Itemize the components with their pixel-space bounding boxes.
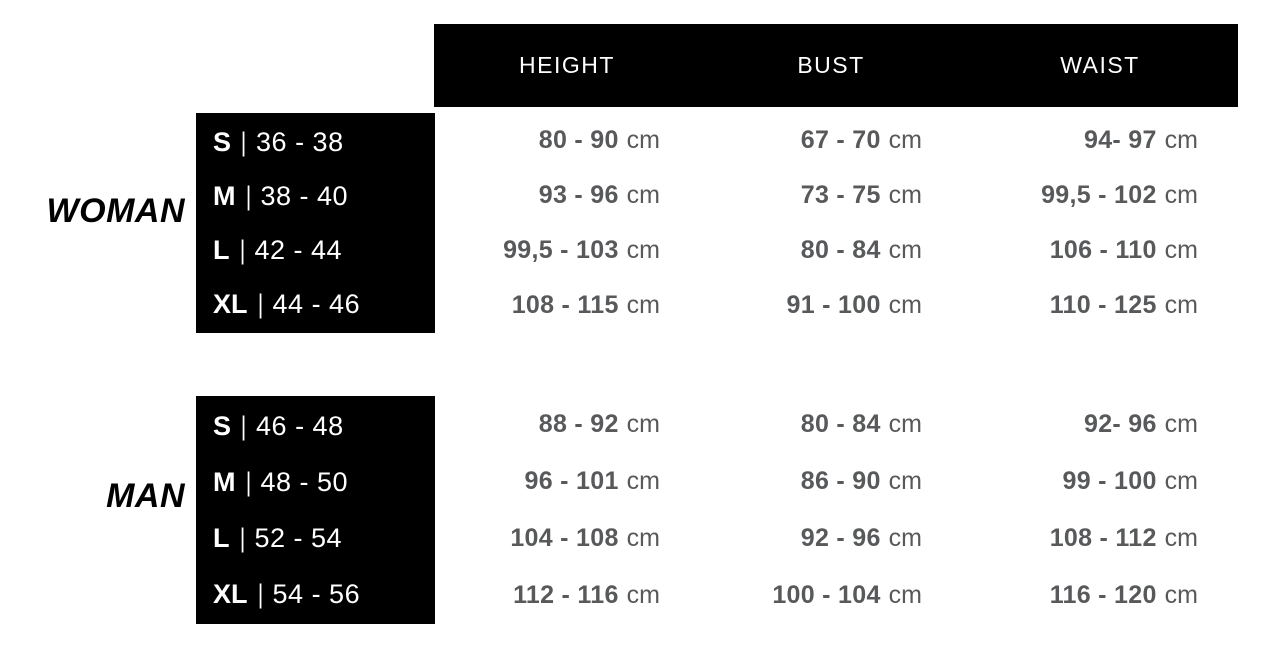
measurement-unit: cm	[888, 236, 922, 264]
measurement-value: 108 - 112	[1049, 524, 1157, 552]
measurement-value: 116 - 120	[1049, 581, 1157, 609]
bust-cell	[700, 453, 962, 510]
height-cell	[434, 278, 700, 333]
height-cell	[434, 453, 700, 510]
size-row	[196, 223, 435, 277]
size-range: 54 - 56	[272, 578, 361, 609]
measurement-unit: cm	[626, 236, 660, 264]
height-cell	[434, 396, 700, 453]
bust-cell	[700, 510, 962, 567]
height-cell	[434, 567, 700, 624]
measurement-unit: cm	[888, 524, 922, 552]
size-label: S	[213, 410, 232, 441]
size-range: 36 - 38	[256, 126, 344, 157]
size-separator: |	[245, 466, 251, 497]
measurement-value: 99,5 - 102	[1041, 181, 1157, 209]
measurement-value: 80 - 90	[538, 126, 619, 154]
measurement-unit: cm	[626, 410, 660, 438]
measurements-man	[434, 396, 1238, 624]
waist-cell	[962, 453, 1238, 510]
size-label: M	[213, 180, 236, 211]
measurement-unit: cm	[626, 524, 660, 552]
size-row	[196, 115, 435, 169]
measurement-unit: cm	[1164, 236, 1198, 264]
size-box-woman	[196, 113, 435, 333]
measurement-value: 99,5 - 103	[503, 236, 619, 264]
size-row	[196, 169, 435, 223]
size-label: XL	[213, 288, 248, 319]
size-separator: |	[240, 126, 247, 157]
column-header-waist: WAIST	[1060, 52, 1140, 78]
measurement-unit: cm	[888, 410, 922, 438]
measurement-value: 86 - 90	[800, 467, 881, 495]
size-separator: |	[239, 522, 245, 553]
section-label-man: MAN	[106, 477, 185, 515]
measurement-value: 99 - 100	[1062, 467, 1157, 495]
measurement-value: 92- 96	[1083, 410, 1157, 438]
measurement-unit: cm	[888, 467, 922, 495]
column-header-bust: BUST	[797, 52, 865, 78]
size-range: 48 - 50	[260, 466, 349, 497]
measurement-unit: cm	[1164, 524, 1198, 552]
waist-cell	[962, 113, 1238, 168]
waist-cell	[962, 278, 1238, 333]
size-separator: |	[245, 180, 251, 211]
size-box-man	[196, 396, 435, 624]
size-label: XL	[213, 578, 248, 609]
measurement-unit: cm	[888, 291, 922, 319]
measurement-value: 80 - 84	[800, 236, 881, 264]
bust-cell	[700, 278, 962, 333]
measurement-value: 106 - 110	[1049, 236, 1157, 264]
measurement-unit: cm	[1164, 181, 1198, 209]
measurement-value: 91 - 100	[786, 291, 881, 319]
size-separator: |	[257, 288, 263, 319]
size-label: L	[213, 522, 230, 553]
header-bar	[434, 24, 1238, 107]
height-cell	[434, 510, 700, 567]
size-row	[196, 277, 435, 331]
size-label: S	[213, 126, 232, 157]
size-row	[196, 454, 435, 510]
measurement-unit: cm	[1164, 126, 1198, 154]
size-range: 52 - 54	[254, 522, 343, 553]
waist-cell	[962, 168, 1238, 223]
measurement-value: 93 - 96	[538, 181, 619, 209]
measurement-value: 80 - 84	[800, 410, 881, 438]
size-separator: |	[257, 578, 263, 609]
measurement-unit: cm	[888, 581, 922, 609]
measurement-unit: cm	[626, 291, 660, 319]
measurement-unit: cm	[1164, 581, 1198, 609]
section-woman	[196, 113, 1238, 333]
measurement-value: 104 - 108	[510, 524, 619, 552]
measurements-woman	[434, 113, 1238, 333]
size-range: 44 - 46	[272, 288, 361, 319]
bust-cell	[700, 113, 962, 168]
height-cell	[434, 113, 700, 168]
waist-cell	[962, 396, 1238, 453]
height-cell	[434, 223, 700, 278]
measurement-value: 112 - 116	[513, 581, 619, 609]
measurement-value: 67 - 70	[800, 126, 881, 154]
section-label-woman: WOMAN	[46, 192, 185, 230]
section-man	[196, 396, 1238, 624]
size-range: 46 - 48	[256, 410, 344, 441]
height-cell	[434, 168, 700, 223]
size-row	[196, 510, 435, 566]
measurement-value: 110 - 125	[1049, 291, 1157, 319]
measurement-unit: cm	[888, 126, 922, 154]
measurement-unit: cm	[1164, 410, 1198, 438]
measurement-value: 73 - 75	[800, 181, 881, 209]
bust-cell	[700, 223, 962, 278]
measurement-unit: cm	[1164, 467, 1198, 495]
measurement-value: 96 - 101	[524, 467, 619, 495]
size-label: M	[213, 466, 236, 497]
size-row	[196, 398, 435, 454]
measurement-value: 100 - 104	[772, 581, 881, 609]
waist-cell	[962, 510, 1238, 567]
bust-cell	[700, 168, 962, 223]
size-label: L	[213, 234, 230, 265]
measurement-unit: cm	[626, 181, 660, 209]
measurement-value: 94- 97	[1083, 126, 1157, 154]
size-row	[196, 566, 435, 622]
size-range: 38 - 40	[260, 180, 349, 211]
measurement-value: 108 - 115	[511, 291, 619, 319]
measurement-unit: cm	[626, 467, 660, 495]
measurement-unit: cm	[888, 181, 922, 209]
size-separator: |	[239, 234, 245, 265]
measurement-unit: cm	[626, 581, 660, 609]
waist-cell	[962, 223, 1238, 278]
bust-cell	[700, 567, 962, 624]
size-range: 42 - 44	[254, 234, 343, 265]
waist-cell	[962, 567, 1238, 624]
column-header-height: HEIGHT	[519, 52, 615, 78]
measurement-unit: cm	[1164, 291, 1198, 319]
bust-cell	[700, 396, 962, 453]
measurement-unit: cm	[626, 126, 660, 154]
measurement-value: 92 - 96	[800, 524, 881, 552]
size-separator: |	[240, 410, 247, 441]
measurement-value: 88 - 92	[538, 410, 619, 438]
